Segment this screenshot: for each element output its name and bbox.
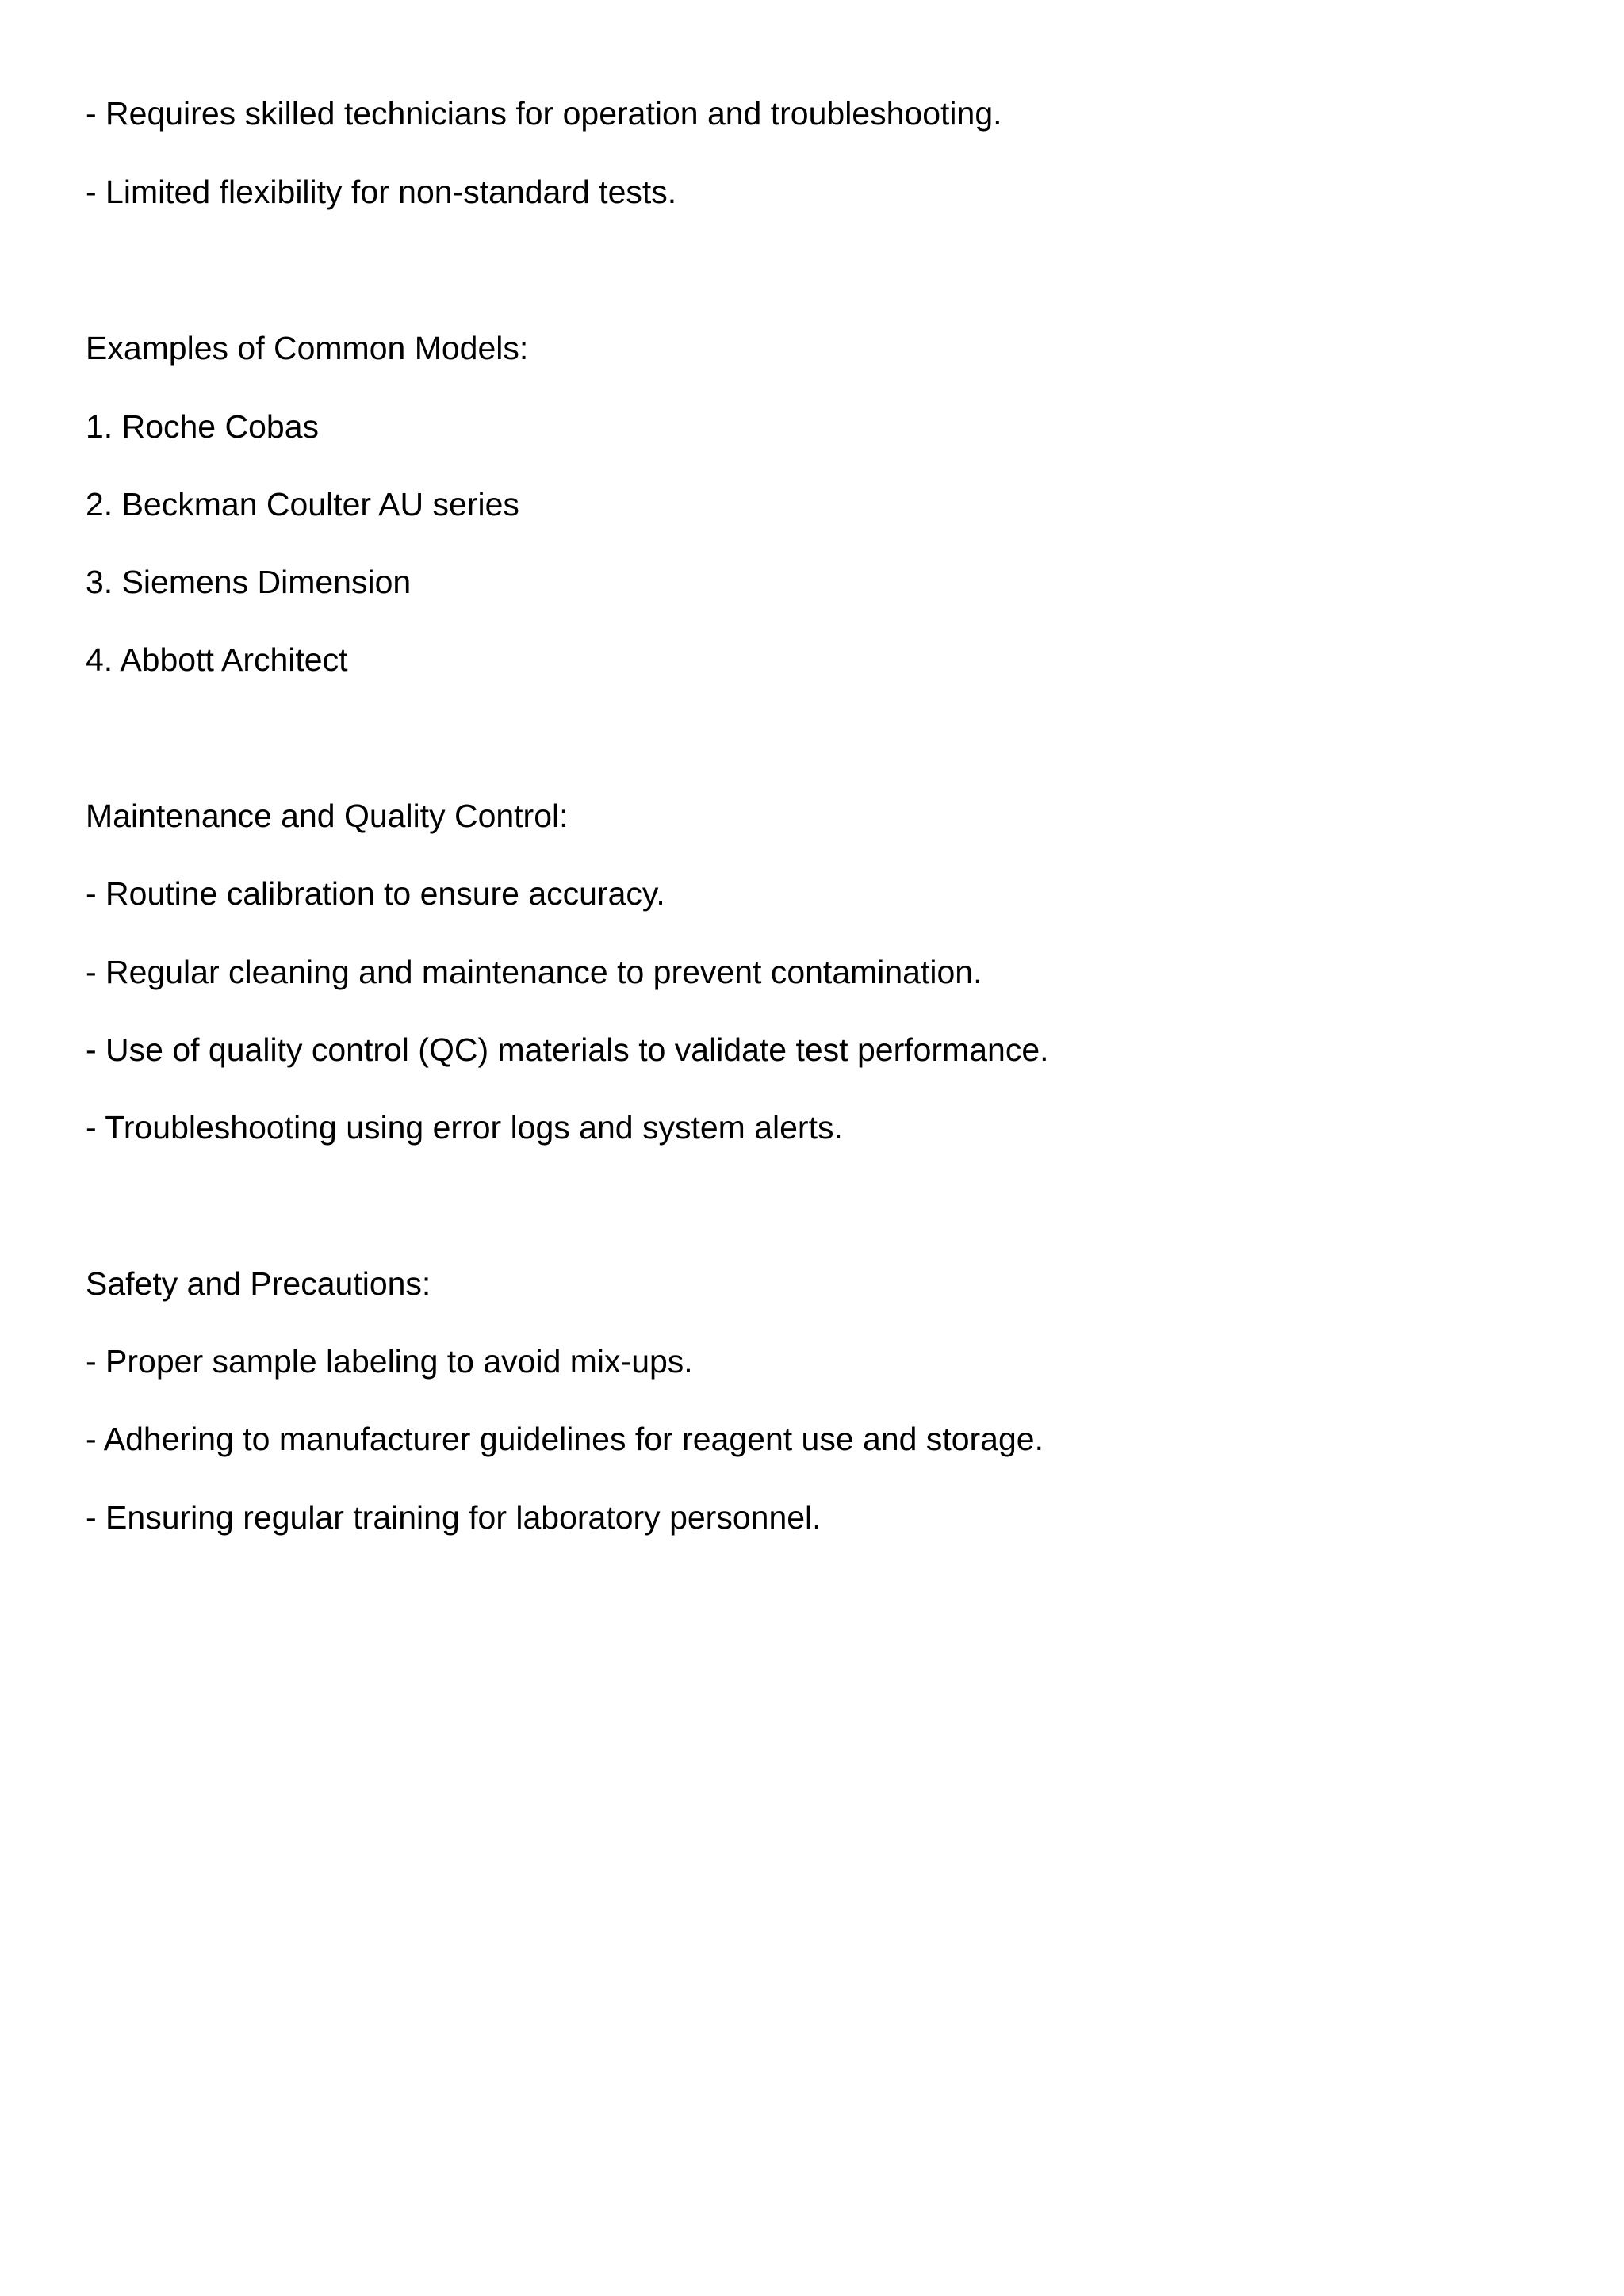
section-heading-common-models: Examples of Common Models: [86,330,529,366]
bullet-skilled-technicians: - Requires skilled technicians for operation and troubleshooting. [86,95,1002,132]
safety-item-manufacturer-guidelines: - Adhering to manufacturer guidelines for reagent use and storage. [86,1421,1044,1457]
bullet-limited-flexibility: - Limited flexibility for non-standard tests. [86,174,677,210]
maintenance-item-qc-materials: - Use of quality control (QC) materials to validate test performance. [86,1031,1049,1068]
model-item-siemens-dimension: 3. Siemens Dimension [86,564,412,600]
maintenance-item-calibration: - Routine calibration to ensure accuracy. [86,875,665,912]
maintenance-item-troubleshooting: - Troubleshooting using error logs and system alerts. [86,1109,843,1146]
model-item-beckman-coulter: 2. Beckman Coulter AU series [86,486,519,522]
section-heading-safety-precautions: Safety and Precautions: [86,1265,431,1302]
safety-item-sample-labeling: - Proper sample labeling to avoid mix-ups. [86,1343,693,1380]
section-heading-maintenance-quality-control: Maintenance and Quality Control: [86,798,569,834]
model-item-roche-cobas: 1. Roche Cobas [86,408,320,445]
safety-item-regular-training: - Ensuring regular training for laboratory personnel. [86,1499,822,1536]
maintenance-item-cleaning: - Regular cleaning and maintenance to prevent contamination. [86,954,982,990]
model-item-abbott-architect: 4. Abbott Architect [86,641,348,678]
